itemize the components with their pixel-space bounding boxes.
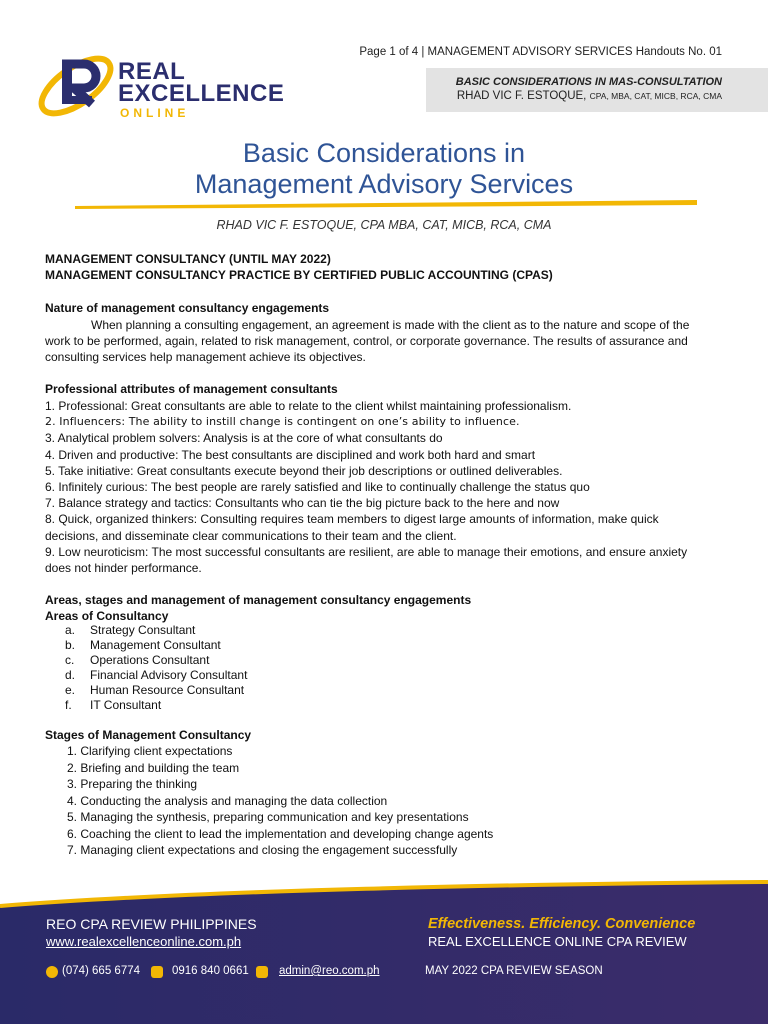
footer-org-name: REO CPA REVIEW PHILIPPINES xyxy=(46,916,257,932)
title-underline-bar xyxy=(75,200,697,209)
attribute-line: 9. Low neuroticism: The most successful consultants are resilient, are able to manage their emotions, and ensure anxiety xyxy=(45,544,688,559)
area-letter: a. xyxy=(65,623,76,637)
attribute-line: 7. Balance strategy and tactics: Consultants who can tie the big picture back to the here and now xyxy=(45,496,560,511)
area-letter: f. xyxy=(65,698,72,712)
nature-paragraph-line2: work to be performed, again, related to risk management, control, or corporate governance. The results of assurance and xyxy=(45,334,688,348)
area-item xyxy=(45,623,725,638)
attribute-line: 4. Driven and productive: The best consultants are disciplined and work both hard and smart xyxy=(45,447,536,462)
area-text: Human Resource Consultant xyxy=(90,683,245,697)
stage-item: 5. Managing the synthesis, preparing communication and key presentations xyxy=(67,810,469,824)
footer-phone-mobile[interactable]: 0916 840 0661 xyxy=(172,965,249,977)
attribute-line: 8. Quick, organized thinkers: Consulting requires team members to digest large amounts of information, make quick xyxy=(45,512,659,527)
heading-consultancy: MANAGEMENT CONSULTANCY (UNTIL MAY 2022) xyxy=(45,252,331,266)
attribute-line: decisions, and disseminate clear communications to their team and the client. xyxy=(45,528,457,543)
stage-item: 2. Briefing and building the team xyxy=(67,760,240,775)
footer-website-link[interactable]: www.realexcellenceonline.com.ph xyxy=(46,934,242,949)
attribute-line: 6. Infinitely curious: The best people are rarely satisfied and like to continually challenge the status quo xyxy=(45,480,590,495)
attributes-heading: Professional attributes of management consultants xyxy=(45,382,338,396)
mobile-icon xyxy=(151,966,163,978)
footer-background xyxy=(0,876,768,1024)
stage-item: 7. Managing client expectations and closing the engagement successfully xyxy=(67,843,458,857)
area-text: Management Consultant xyxy=(90,638,221,652)
header-box-author xyxy=(457,90,722,102)
logo-text-real: REAL xyxy=(118,58,186,85)
nature-paragraph-line3: consulting services help management achieve its objectives. xyxy=(45,350,366,364)
area-text: IT Consultant xyxy=(90,698,162,712)
area-item xyxy=(45,683,725,698)
attribute-line: 5. Take initiative: Great consultants execute beyond their job descriptions or outlined deliverables. xyxy=(45,463,563,478)
area-text: Operations Consultant xyxy=(90,653,210,667)
attribute-line: 1. Professional: Great consultants are able to relate to the client whilst maintaining professionalism. xyxy=(45,399,572,413)
footer-email-link[interactable]: admin@reo.com.ph xyxy=(279,965,380,977)
area-item xyxy=(45,638,725,653)
area-letter: e. xyxy=(65,683,76,697)
stages-heading: Stages of Management Consultancy xyxy=(45,728,252,742)
reo-logo-mark xyxy=(34,40,124,130)
phone-icon xyxy=(46,966,58,978)
footer-season: MAY 2022 CPA REVIEW SEASON xyxy=(425,965,603,977)
area-letter: b. xyxy=(65,638,76,652)
footer-banner xyxy=(0,876,768,1024)
area-text: Strategy Consultant xyxy=(90,623,196,637)
attribute-line: 2. Influencers: The ability to instill change is contingent on one’s ability to influence. xyxy=(45,415,520,429)
page-header-line: Page 1 of 4 | MANAGEMENT ADVISORY SERVICES Handouts No. 01 xyxy=(359,46,722,58)
header-box-author-name: RHAD VIC F. ESTOQUE, xyxy=(456,90,587,102)
area-item xyxy=(45,698,725,713)
area-text: Financial Advisory Consultant xyxy=(90,668,248,682)
area-item xyxy=(45,653,725,668)
email-icon xyxy=(256,966,268,978)
document-title-line1: Basic Considerations in xyxy=(242,138,526,168)
area-letter: d. xyxy=(65,668,76,682)
attributes-list xyxy=(45,398,725,576)
document-title-line2: Management Advisory Services xyxy=(194,169,574,199)
nature-heading: Nature of management consultancy engagements xyxy=(45,301,330,315)
header-box-title: BASIC CONSIDERATIONS IN MAS-CONSULTATION xyxy=(455,76,722,88)
stage-item: 6. Coaching the client to lead the implementation and developing change agents xyxy=(67,826,494,841)
header-info-box xyxy=(426,68,768,112)
heading-consultancy-practice: MANAGEMENT CONSULTANCY PRACTICE BY CERTIFIED PUBLIC ACCOUNTING (CPAS) xyxy=(45,268,553,282)
attribute-line: 3. Analytical problem solvers: Analysis is at the core of what consultants do xyxy=(45,431,443,446)
areas-list xyxy=(45,623,725,713)
nature-paragraph-line1: When planning a consulting engagement, an agreement is made with the client as to the nature and scope of the xyxy=(91,318,690,332)
stage-item: 4. Conducting the analysis and managing the data collection xyxy=(67,793,388,808)
stage-item: 1. Clarifying client expectations xyxy=(67,744,233,758)
areas-heading: Areas, stages and management of management consultancy engagements xyxy=(45,593,472,607)
stages-list xyxy=(67,743,727,859)
footer-review-name: REAL EXCELLENCE ONLINE CPA REVIEW xyxy=(428,934,687,949)
logo-text-online: ONLINE xyxy=(120,106,190,120)
footer-phone-landline[interactable]: (074) 665 6774 xyxy=(62,965,141,977)
reo-logo xyxy=(34,40,304,128)
attribute-line: does not hinder performance. xyxy=(45,561,202,576)
area-letter: c. xyxy=(65,653,75,667)
area-item xyxy=(45,668,725,683)
stage-item: 3. Preparing the thinking xyxy=(67,777,198,791)
footer-tagline: Effectiveness. Efficiency. Convenience xyxy=(428,916,696,932)
areas-subheading: Areas of Consultancy xyxy=(45,609,169,623)
header-box-author-creds: CPA, MBA, CAT, MICB, RCA, CMA xyxy=(589,91,722,101)
author-line: RHAD VIC F. ESTOQUE, CPA MBA, CAT, MICB, RCA, CMA xyxy=(216,218,552,232)
logo-text-excellence: EXCELLENCE xyxy=(118,80,285,107)
